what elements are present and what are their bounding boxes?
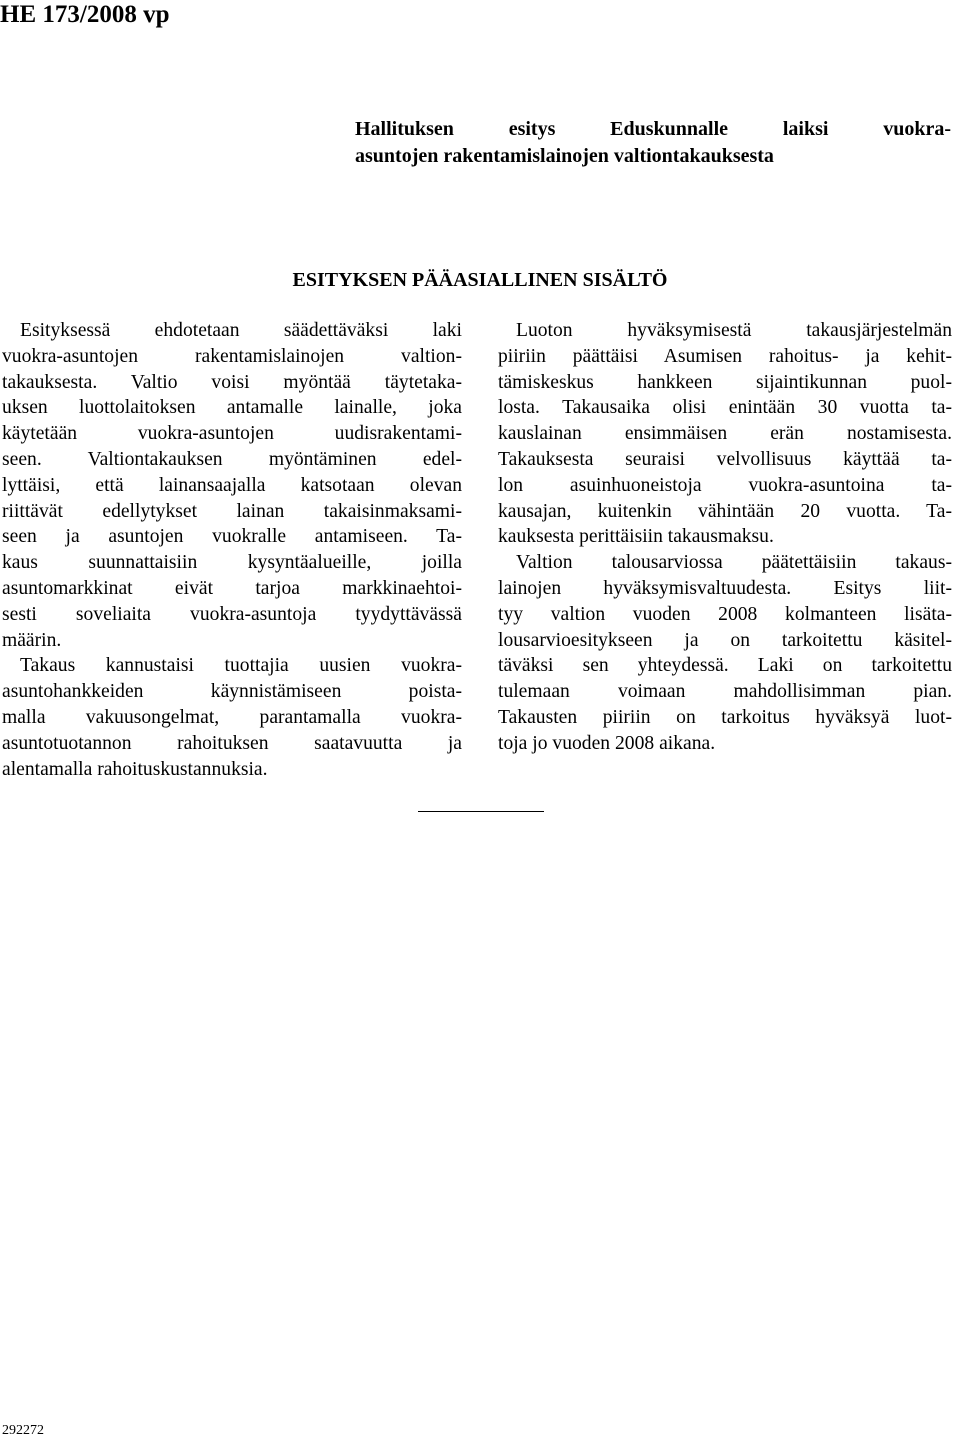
text-line: lainojen hyväksymisvaltuudesta. Esitys liit- — [498, 577, 952, 599]
text-line: tyy valtion vuoden 2008 kolmanteen lisäta- — [498, 603, 952, 625]
text-line: riittävät edellytykset lainan takaisinmaksami- — [2, 500, 462, 522]
text-line: Valtion talousarviossa päätettäisiin takaus- — [516, 552, 952, 574]
text-line: malla vakuusongelmat, parantamalla vuokra- — [2, 706, 462, 728]
text-line: lon asuinhuoneistoja vuokra-asuntoina ta- — [498, 474, 952, 496]
body-right-column — [498, 318, 952, 757]
text-line: sesti soveliaita vuokra-asuntoja tyydyttävässä — [2, 603, 462, 625]
section-separator — [418, 811, 544, 812]
text-line: asuntomarkkinat eivät tarjoa markkinaehtoi- — [2, 577, 462, 599]
text-line: kauksesta perittäisiin takausmaksu. — [498, 526, 774, 548]
document-title — [355, 116, 951, 170]
footer-code: 292272 — [2, 1423, 44, 1438]
text-line: määrin. — [2, 629, 62, 651]
text-line: kausajan, kuitenkin vähintään 20 vuotta. Ta- — [498, 500, 952, 522]
text-line: losta. Takausaika olisi enintään 30 vuotta ta- — [498, 397, 952, 419]
text-line: alentamalla rahoituskustannuksia. — [2, 758, 268, 780]
text-line: takauksesta. Valtio voisi myöntää täytetaka- — [2, 371, 462, 393]
text-line: kauslainan ensimmäisen erän nostamisesta. — [498, 423, 952, 445]
text-line: Takauksesta seuraisi velvollisuus käyttää ta- — [498, 448, 952, 470]
text-line: vuokra-asuntojen rakentamislainojen valtion- — [2, 345, 462, 367]
text-line: kaus suunnattaisiin kysyntäalueille, joilla — [2, 552, 462, 574]
title-line: asuntojen rakentamislainojen valtiontakauksesta — [355, 145, 774, 167]
text-line: lyttäisi, että lainansaajalla katsotaan olevan — [2, 474, 462, 496]
document-number: HE 173/2008 vp — [0, 1, 170, 28]
title-line: Hallituksen esitys Eduskunnalle laiksi vuokra- — [355, 118, 951, 140]
text-line: tulemaan voimaan mahdollisimman pian. — [498, 681, 952, 703]
text-line: käytetään vuokra-asuntojen uudisrakentami- — [2, 423, 462, 445]
text-line: Luoton hyväksymisestä takausjärjestelmän — [516, 320, 952, 341]
text-line: seen ja asuntojen vuokralle antamiseen. Ta- — [2, 526, 462, 548]
text-line: asuntotuotannon rahoituksen saatavuutta ja — [2, 732, 462, 754]
text-line: asuntohankkeiden käynnistämiseen poista- — [2, 681, 462, 703]
text-line: Esityksessä ehdotetaan säädettäväksi laki — [20, 320, 462, 341]
text-line: tämiskeskus hankkeen sijaintikunnan puol- — [498, 371, 952, 393]
text-line: seen. Valtiontakauksen myöntäminen edel- — [2, 448, 462, 470]
text-line: Takaus kannustaisi tuottajia uusien vuokra- — [20, 655, 462, 677]
text-line: uksen luottolaitoksen antamalle lainalle, joka — [2, 397, 462, 419]
text-line: täväksi sen yhteydessä. Laki on tarkoitettu — [498, 655, 952, 677]
body-left-column — [2, 318, 462, 782]
text-line: piiriin päättäisi Asumisen rahoitus- ja kehit- — [498, 345, 952, 367]
section-heading: ESITYKSEN PÄÄASIALLINEN SISÄLTÖ — [292, 269, 668, 291]
text-line: toja jo vuoden 2008 aikana. — [498, 732, 716, 754]
text-line: lousarvioesitykseen ja on tarkoitettu käsitel- — [498, 629, 952, 651]
text-line: Takausten piiriin on tarkoitus hyväksyä luot- — [498, 706, 952, 728]
